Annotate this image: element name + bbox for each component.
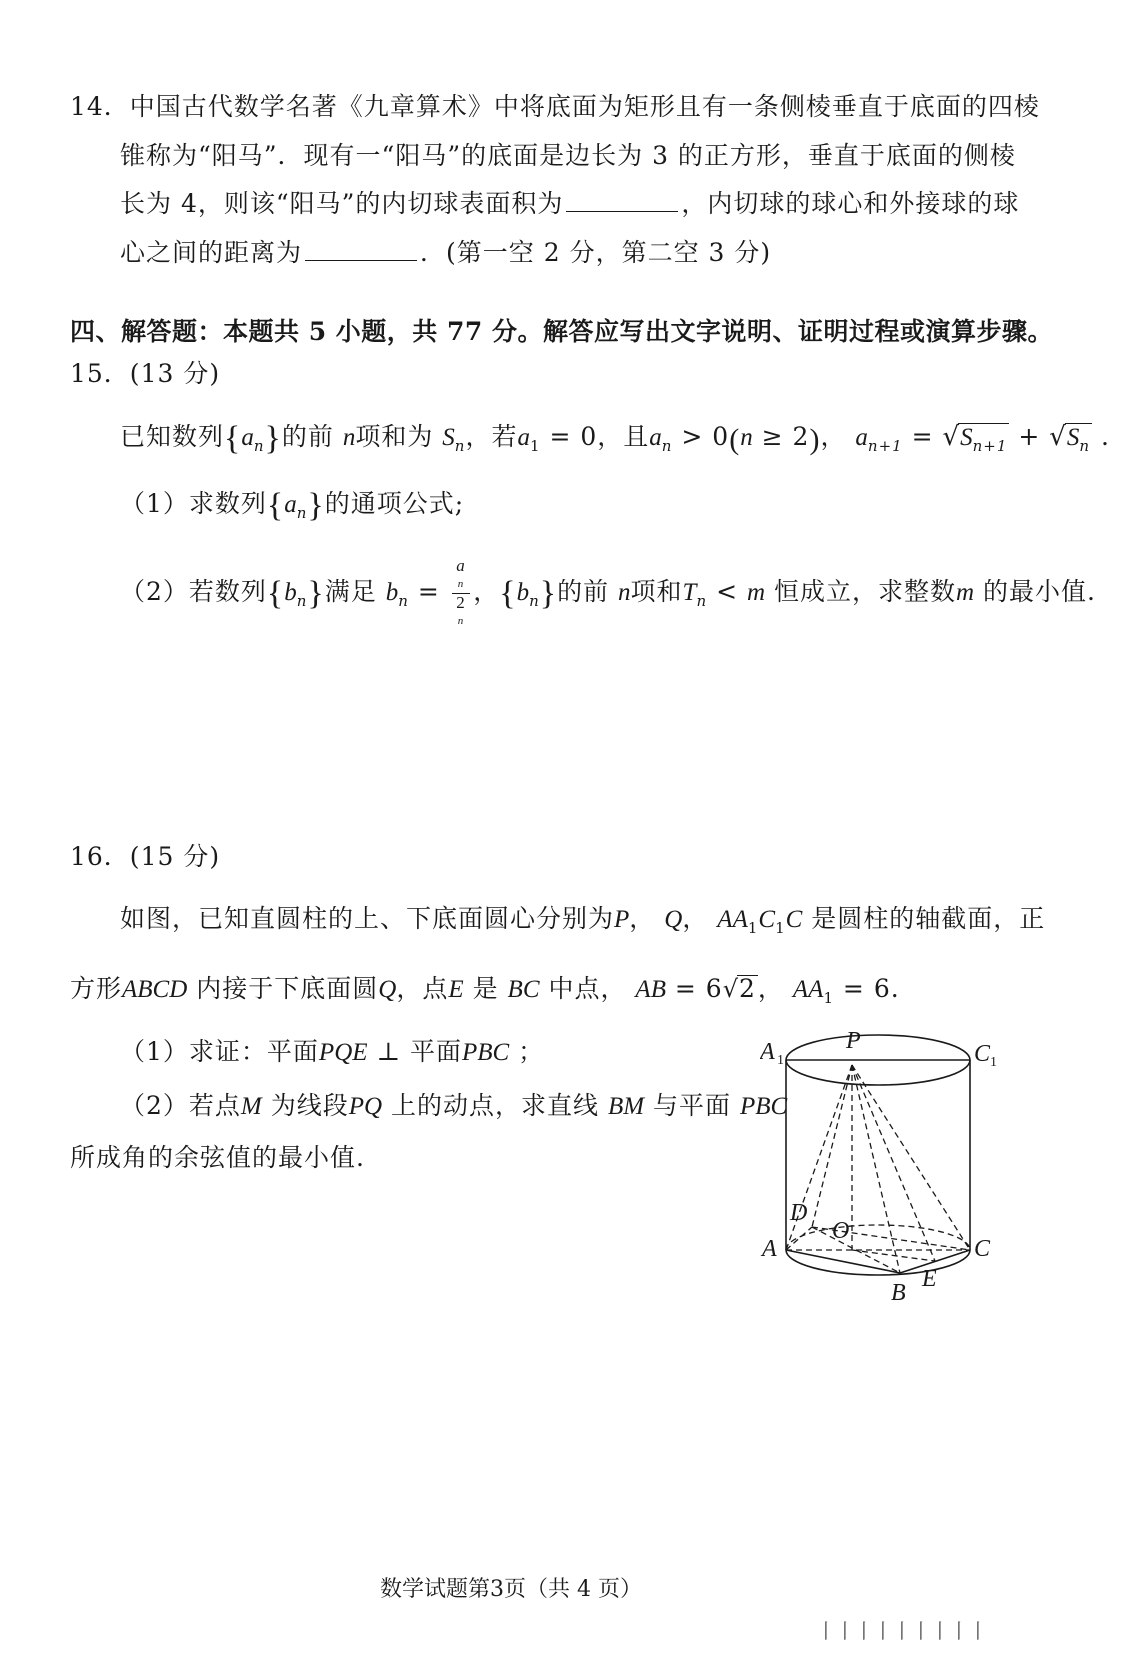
q16-stem-text-2: ， [629,904,656,933]
q15-part-2-text-2: 满足 [324,577,377,606]
q15-part-2-text-5: 项和 [630,577,683,606]
label-o: O [832,1218,850,1244]
q16-heading: 16．(15 分) [70,842,221,871]
edge-pd [812,1065,852,1227]
label-b: B [891,1280,906,1306]
q16-stem-text-1: 如图，已知直圆柱的上、下底面圆心分别为 [120,904,615,933]
edge-pb [852,1065,900,1273]
q16-part-2-text-4: 与平面 [653,1091,732,1120]
label-p: P [846,1028,861,1054]
q15-stem-text-5: ，且 [597,422,650,451]
label-e: E [922,1266,937,1292]
cylinder-figure [760,1020,1060,1320]
q16-part-1-text-3: ； [518,1037,545,1066]
q16-stem-text-5: 方形 [70,974,123,1003]
q16-stem-text-4: 是圆柱的轴截面，正 [811,904,1046,933]
q14-line-3b: ，内切球的球心和外接球的球 [681,189,1020,218]
q15-part-2-text-3: ， [473,577,500,606]
q16-stem-text-3: ， [682,904,709,933]
q15-part-2-text-7: 的最小值. [983,577,1096,606]
section-heading: 四、解答题：本题共 5 小题，共 77 分。解答应写出文字说明、证明过程或演算步骤。 [70,317,1054,346]
q15-part-2-text-1: （2）若数列 [120,577,267,606]
q16-stem-line-2: 方形ABCD 内接于下底面圆Q，点E 是 BC 中点， AB = 6√2， $AA_1 = 6$. [70,974,900,1007]
q14-line-4a: 心之间的距离为 [120,238,303,267]
q15-stem-text-3: 项和为 [355,422,434,451]
fraction-an-over-2n: a n 2 n [452,557,471,630]
answer-blank-1 [566,189,678,212]
q16-part-2-continued: 所成角的余弦值的最小值. [70,1143,365,1172]
q16-stem-text-6: 内接于下底面圆 [196,974,379,1003]
q16-part-2: （2）若点M 为线段PQ 上的动点，求直线 BM 与平面 PBC [120,1091,788,1120]
q15-stem: 已知数列$\{a_n\}$的前 n项和为 $S_n$，若$a_1 = 0$，且$a_n > 0(n \ge 2)$， $a_{n+1} = √S_{n+1} + √S_n$ . [120,420,1110,457]
page-footer: 数学试题第3页（共 4 页） [380,1577,642,1602]
label-c1-subscript: 1 [990,1055,997,1070]
edge-pc [852,1065,970,1250]
q15-stem-text-1: 已知数列 [120,422,225,451]
label-a: A [762,1236,777,1262]
q16-part-1-text-2: ⊥ 平面 [376,1037,462,1066]
q14-line-3 [120,187,1019,221]
q14-line-3a: 长为 4，则该“阳马”的内切球表面积为 [120,189,564,218]
label-d: D [790,1200,808,1226]
q16-part-1-text-1: （1）求证：平面 [120,1037,319,1066]
q15-part-2: （2）若数列$\{b_n\}$满足 $b_n$ = a n 2 n ，$\{b_n\}$的前 n项和$T_n < m$ 恒成立，求整数m 的最小值. [120,557,1096,630]
q15-part-2-text-4: 的前 [557,577,610,606]
q15-part-1-text-1: （1）求数列 [120,489,267,518]
q14-line-4b: ．(第一空 2 分，第二空 3 分) [420,238,772,267]
q14-line-2: 锥称为“阳马”．现有一“阳马”的底面是边长为 3 的正方形，垂直于底面的侧棱 [120,141,1016,170]
edge-pe [852,1065,935,1261]
q14-line-1: 14．中国古代数学名著《九章算术》中将底面为矩形且有一条侧棱垂直于底面的四棱 [70,92,1040,121]
q15-stem-text-2: 的前 [281,422,334,451]
q15-part-1: （1）求数列$\{a_n\}$的通项公式; [120,487,465,524]
q16-stem-text-8: 是 [472,974,499,1003]
label-c: C [974,1236,991,1262]
label-c1: C [974,1041,991,1067]
q16-part-2-text-1: （2）若点 [120,1091,241,1120]
q16-part-2-text-2: 为线段 [270,1091,349,1120]
label-a1: A [760,1039,775,1065]
q16-part-1: （1）求证：平面PQE ⊥ 平面PBC ； [120,1037,545,1066]
q15-part-2-text-6: 恒成立，求整数 [773,577,956,606]
label-a1-subscript: 1 [777,1053,784,1068]
q16-part-2-text-3: 上的动点，求直线 [390,1091,599,1120]
q16-stem-text-10: ， [757,974,784,1003]
answer-blank-2 [305,238,417,261]
q16-stem-line-1: 如图，已知直圆柱的上、下底面圆心分别为P， Q， $AA_1C_1C$ 是圆柱的轴截面，正 [120,904,1046,937]
q16-stem-text-7: ，点 [396,974,449,1003]
q15-part-1-text-2: 的通项公式; [324,489,465,518]
q16-stem-text-9: 中点， [548,974,627,1003]
q15-stem-text-6: ， [820,422,847,451]
segment-qe [852,1250,935,1261]
watermark-bars: 丨丨丨丨丨丨丨丨丨 [816,1619,987,1643]
q15-heading: 15．(13 分) [70,359,221,388]
q14-line-4 [120,236,771,270]
bottom-ellipse-front [786,1250,970,1275]
q15-stem-text-4: ，若 [465,422,518,451]
